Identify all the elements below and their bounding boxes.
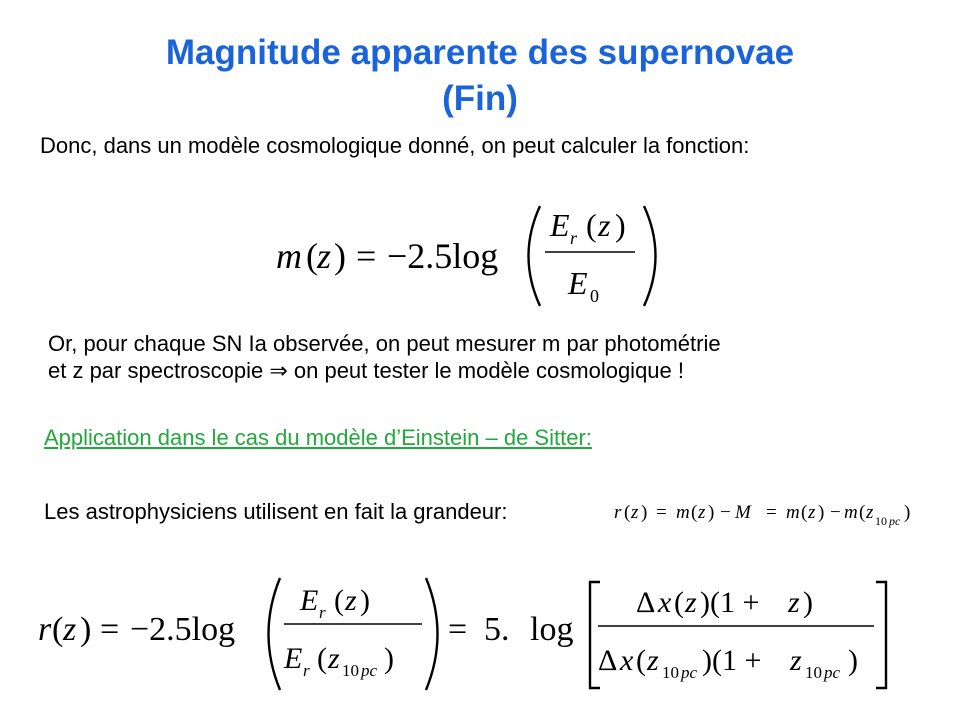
svg-text:): ) xyxy=(615,207,626,243)
svg-text:(: ( xyxy=(334,584,344,617)
svg-text:pc: pc xyxy=(824,663,841,682)
svg-text:(: ( xyxy=(636,644,646,677)
svg-text:10: 10 xyxy=(805,663,822,682)
equation-distance-modulus xyxy=(614,496,954,530)
svg-text:−2.5log: −2.5log xyxy=(387,236,499,276)
svg-text:(: ( xyxy=(52,611,64,648)
title-line-1: Magnitude apparente des supernovae xyxy=(165,33,795,72)
or-text-line-1: Or, pour chaque SN Ia observée, on peut mesurer m par photométrie xyxy=(48,331,721,356)
slide-title xyxy=(0,30,960,122)
svg-text:=: = xyxy=(356,236,377,276)
svg-text:E: E xyxy=(300,584,319,617)
svg-text:x: x xyxy=(658,586,672,619)
svg-text:(: ( xyxy=(586,207,597,243)
svg-text:(: ( xyxy=(317,642,327,675)
svg-text:): ) xyxy=(818,502,825,523)
svg-text:m: m xyxy=(676,502,690,523)
svg-text:pc: pc xyxy=(889,514,901,528)
svg-text:)(1 +: )(1 + xyxy=(700,586,760,619)
svg-text:z: z xyxy=(631,502,639,523)
svg-text:−: − xyxy=(720,502,731,523)
svg-text:r: r xyxy=(614,502,622,523)
svg-text:−: − xyxy=(830,502,841,523)
svg-text:E: E xyxy=(568,265,588,301)
svg-text:pc: pc xyxy=(681,663,698,682)
svg-text:)(1 +: )(1 + xyxy=(702,644,762,677)
or-text-line-2: et z par spectroscopie ⇒ on peut tester le modèle cosmologique ! xyxy=(48,358,685,383)
svg-text:z: z xyxy=(63,611,77,648)
svg-text:Δ: Δ xyxy=(636,586,656,619)
svg-text:z: z xyxy=(788,586,800,619)
application-heading: Application dans le cas du modèle d’Einstein – de Sitter: xyxy=(44,425,592,450)
svg-text:z: z xyxy=(598,207,611,243)
svg-text:): ) xyxy=(803,586,813,619)
svg-text:): ) xyxy=(904,502,911,523)
svg-text:r: r xyxy=(303,661,310,680)
grandeur-text: Les astrophysiciens utilisent en fait la grandeur: xyxy=(44,499,508,524)
svg-text:(: ( xyxy=(859,502,866,523)
svg-text:): ) xyxy=(848,644,858,677)
svg-text:−2.5log: −2.5log xyxy=(130,611,236,648)
svg-text:Δ: Δ xyxy=(598,644,618,677)
svg-text:m: m xyxy=(844,502,858,523)
svg-text:r: r xyxy=(38,611,52,648)
svg-text:r: r xyxy=(319,603,326,622)
svg-text:=: = xyxy=(656,502,667,523)
equation-magnitude xyxy=(270,200,670,312)
svg-text:z: z xyxy=(866,502,874,523)
svg-text:z: z xyxy=(698,502,706,523)
svg-text:(: ( xyxy=(691,502,698,523)
svg-text:(: ( xyxy=(624,502,631,523)
svg-text:): ) xyxy=(334,236,346,276)
svg-text:z: z xyxy=(808,502,816,523)
svg-text:5.: 5. xyxy=(484,611,510,648)
svg-text:pc: pc xyxy=(361,661,378,680)
svg-text:E: E xyxy=(550,207,570,243)
svg-text:M: M xyxy=(735,502,751,523)
svg-text:10: 10 xyxy=(875,514,887,528)
svg-text:): ) xyxy=(708,502,715,523)
equation-einstein-de-sitter xyxy=(38,572,918,696)
svg-text:10: 10 xyxy=(662,663,679,682)
svg-text:(: ( xyxy=(674,586,684,619)
svg-text:): ) xyxy=(360,584,370,617)
svg-text:z: z xyxy=(328,642,340,675)
svg-text:(: ( xyxy=(801,502,808,523)
svg-text:0: 0 xyxy=(590,286,599,306)
svg-text:=: = xyxy=(100,611,120,648)
svg-text:z: z xyxy=(790,644,802,677)
svg-text:(: ( xyxy=(306,236,318,276)
svg-text:log: log xyxy=(530,611,574,648)
svg-text:m: m xyxy=(786,502,800,523)
svg-text:10: 10 xyxy=(342,661,359,680)
svg-text:): ) xyxy=(80,611,92,648)
svg-text:r: r xyxy=(570,228,578,248)
svg-text:m: m xyxy=(276,236,302,276)
svg-text:): ) xyxy=(384,642,394,675)
svg-text:z: z xyxy=(345,584,357,617)
svg-text:z: z xyxy=(647,644,659,677)
svg-text:E: E xyxy=(284,642,303,675)
svg-text:): ) xyxy=(641,502,648,523)
intro-text: Donc, dans un modèle cosmologique donné, on peut calculer la fonction: xyxy=(40,133,750,158)
svg-text:=: = xyxy=(766,502,777,523)
svg-text:=: = xyxy=(448,611,468,648)
svg-text:z: z xyxy=(317,236,332,276)
title-line-2: (Fin) xyxy=(442,79,518,118)
svg-text:z: z xyxy=(685,586,697,619)
svg-text:x: x xyxy=(620,644,634,677)
